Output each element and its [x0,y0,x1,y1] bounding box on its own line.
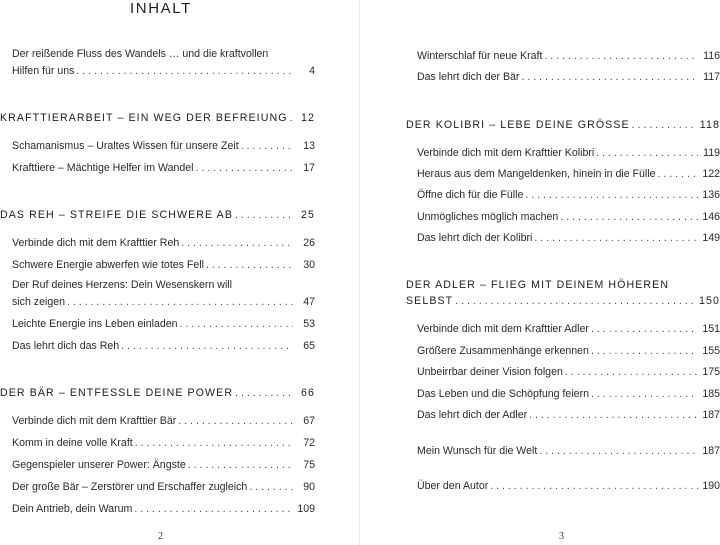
toc-entry[interactable]: Das Leben und die Schöpfung feiern . . . 185 [417,387,720,401]
folio-left: 2 [158,531,163,542]
page-number: 175 [702,366,720,378]
page-number: 66 [301,387,315,399]
page-number: 72 [303,437,315,449]
page-number: 90 [303,481,315,493]
toc-entry[interactable]: Das lehrt dich der Bär . . . 117 [417,70,720,84]
page-number: 187 [702,409,720,421]
toc-entry[interactable]: Verbinde dich mit dem Krafttier Adler . . . 151 [417,322,720,336]
page-number: 30 [303,259,315,271]
page-number: 25 [301,209,315,221]
folio-right: 3 [559,531,564,542]
toc-entry[interactable]: Krafttiere – Mächtige Helfer im Wandel . . . 17 [12,161,315,175]
page-number: 150 [699,295,720,307]
chapter-reh[interactable]: DAS REH – STREIFE DIE SCHWERE AB . . . 25 [0,208,315,222]
chapter-kolibri[interactable]: DER KOLIBRI – LEBE DEINE GRÖSSE . . . 118 [406,118,720,132]
toc-entry[interactable]: Dein Antrieb, dein Warum . . . 109 [12,502,315,516]
page-number: 118 [699,119,720,131]
toc-entry[interactable]: Schwere Energie abwerfen wie totes Fell . . . 30 [12,258,315,272]
page-number: 149 [702,232,720,244]
page-number: 190 [702,480,720,492]
page-number: 187 [702,445,720,457]
toc-entry[interactable]: Winterschlaf für neue Kraft . . . 116 [417,49,720,63]
page-number: 122 [702,168,720,180]
page-number: 53 [303,318,315,330]
toc-entry[interactable]: Mein Wunsch für die Welt . . . 187 [417,444,720,458]
page-number: 155 [702,345,720,357]
toc-entry[interactable]: Gegenspieler unserer Power: Ängste . . . 75 [12,458,315,472]
page-number: 26 [303,237,315,249]
toc-entry-multiline[interactable]: sich zeigen . . . 47 [12,295,315,309]
toc-entry[interactable]: Unbeirrbar deiner Vision folgen . . . 175 [417,365,720,379]
page-number: 12 [301,112,315,124]
page-number: 65 [303,340,315,352]
page-number: 146 [702,211,720,223]
page-number: 17 [303,162,315,174]
toc-entry[interactable]: Verbinde dich mit dem Krafttier Kolibri . . . 119 [417,146,720,160]
toc-entry[interactable]: Komm in deine volle Kraft . . . 72 [12,436,315,450]
intro-line-1: Der reißende Fluss des Wandels … und die kraftvollen [12,48,269,60]
page-number: 185 [702,388,720,400]
toc-title: INHALT [130,0,192,17]
toc-entry[interactable]: Öffne dich für die Fülle . . . 136 [417,188,720,202]
toc-entry[interactable]: Das lehrt dich der Adler . . . 187 [417,408,720,422]
toc-entry-intro[interactable]: Hilfen für uns . . . 4 [12,64,315,78]
page-number: 117 [703,71,720,83]
chapter-adler-title-line-1: DER ADLER – FLIEG MIT DEINEM HÖHEREN [406,279,670,291]
toc-entry[interactable]: Unmögliches möglich machen . . . 146 [417,210,720,224]
toc-entry[interactable]: Verbinde dich mit dem Krafttier Bär . . . 67 [12,414,315,428]
page-number: 13 [303,140,315,152]
page-number: 116 [703,50,720,62]
page-number: 4 [309,65,315,77]
page-number: 109 [297,503,315,515]
toc-entry[interactable]: Das lehrt dich das Reh . . . 65 [12,339,315,353]
toc-entry[interactable]: Verbinde dich mit dem Krafttier Reh . . . 26 [12,236,315,250]
toc-entry[interactable]: Größere Zusammenhänge erkennen . . . 155 [417,344,720,358]
page-number: 75 [303,459,315,471]
toc-entry[interactable]: Der große Bär – Zerstörer und Erschaffer zugleich . . . 90 [12,480,315,494]
toc-entry[interactable]: Leichte Energie ins Leben einladen . . . 53 [12,317,315,331]
toc-entry[interactable]: Das lehrt dich der Kolibri . . . 149 [417,231,720,245]
page-number: 67 [303,415,315,427]
chapter-krafttierarbeit[interactable]: KRAFTTIERARBEIT – EIN WEG DER BEFREIUNG . . . 12 [0,111,315,125]
page-number: 136 [702,189,720,201]
toc-entry[interactable]: Heraus aus dem Mangeldenken, hinein in die Fülle . . . 122 [417,167,720,181]
chapter-baer[interactable]: DER BÄR – ENTFESSLE DEINE POWER . . . 66 [0,386,315,400]
page-number: 151 [702,323,720,335]
toc-entry[interactable]: Über den Autor . . . 190 [417,479,720,493]
toc-entry[interactable]: Schamanismus – Uraltes Wissen für unsere Zeit . . . 13 [12,139,315,153]
right-page [360,0,720,545]
toc-entry-multiline-first: Der Ruf deines Herzens: Dein Wesenskern will [12,279,233,291]
page-number: 47 [303,296,315,308]
chapter-adler[interactable]: SELBST . . . 150 [406,294,720,308]
page-number: 119 [703,147,720,159]
